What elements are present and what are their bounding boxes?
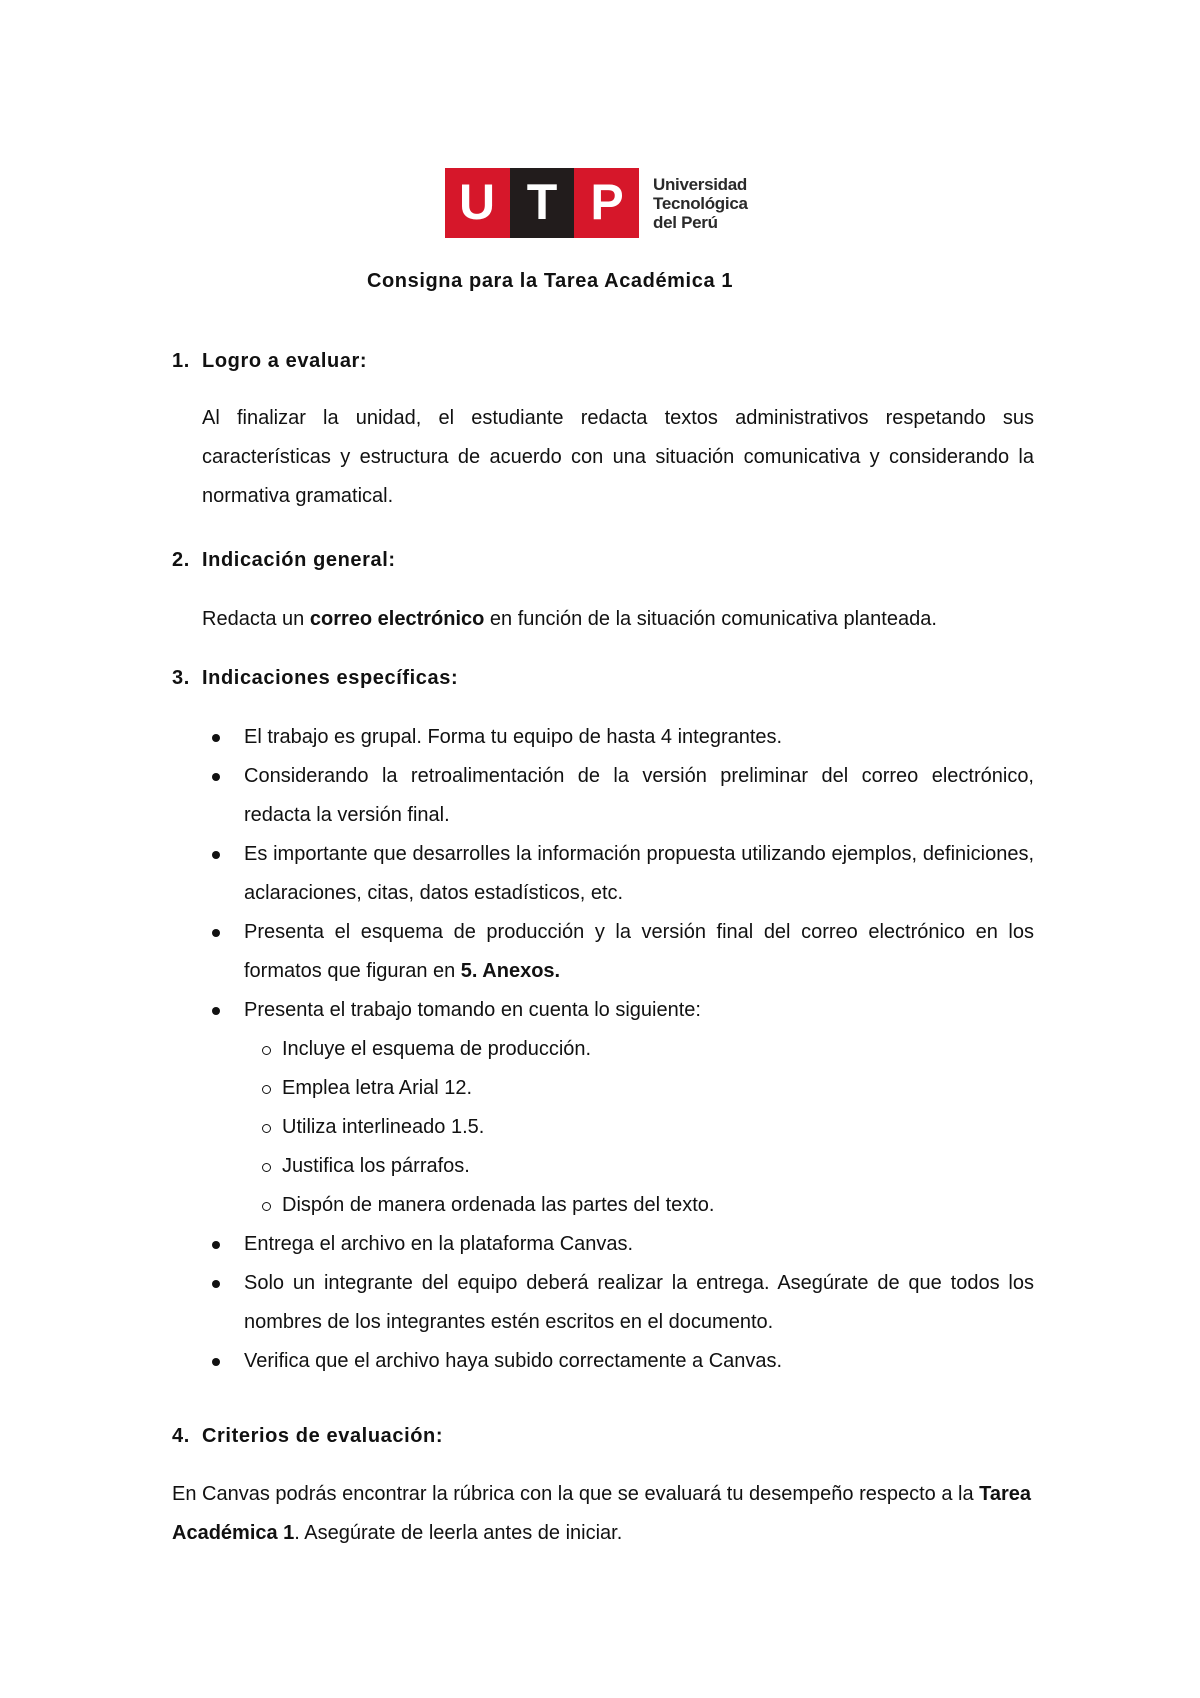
bold-text-run: correo electrónico [309, 608, 485, 630]
sub-list-item [202, 1030, 1034, 1069]
section-2-heading [172, 549, 396, 572]
section-heading-text: Indicaciones específicas: [202, 667, 459, 689]
section-number: 4. [172, 1425, 190, 1447]
bullet-dot-icon [212, 929, 220, 937]
bullet-dot-icon [212, 1241, 220, 1249]
list-item-text: Entrega el archivo en la plataforma Canvas. [244, 1233, 634, 1255]
bold-text-run: Tarea Académica 1 [172, 1483, 1032, 1544]
logo-letter-p: P [590, 174, 624, 230]
list-item-text: Verifica que el archivo haya subido correctamente a Canvas. [244, 1350, 783, 1372]
section-heading-text: Indicación general: [202, 549, 396, 571]
circle-bullet-icon [262, 1085, 271, 1094]
bullet-dot-icon [212, 1007, 220, 1015]
sub-list-item [202, 1108, 1034, 1147]
text-run: Redacta un [202, 608, 310, 630]
list-item [202, 1225, 1034, 1264]
sub-list-item-text: Incluye el esquema de producción. [282, 1038, 592, 1060]
sub-list-item [202, 1147, 1034, 1186]
text-run: en función de la situación comunicativa planteada. [484, 608, 937, 630]
section-number: 3. [172, 667, 190, 689]
utp-logo-text [653, 175, 748, 232]
section-number: 1. [172, 350, 190, 372]
logo-letter-u: U [458, 174, 496, 230]
circle-bullet-icon [262, 1163, 271, 1172]
section-heading-text: Criterios de evaluación: [202, 1425, 444, 1447]
specific-instructions-list [202, 718, 1034, 1381]
section-heading-text: Logro a evaluar: [202, 350, 368, 372]
utp-logo-mark [445, 168, 639, 238]
format-requirements-list [202, 1030, 1034, 1225]
logo-letter-t: T [526, 174, 558, 230]
sub-list-item-text: Emplea letra Arial 12. [282, 1077, 473, 1099]
logo-text-line: del Perú [653, 212, 718, 232]
bullet-dot-icon [212, 1280, 220, 1288]
sub-list-item-text: Utiliza interlineado 1.5. [282, 1116, 485, 1138]
list-item-text: Presenta el trabajo tomando en cuenta lo siguiente: [244, 999, 701, 1021]
utp-logo [445, 168, 748, 238]
section-4-heading [172, 1425, 443, 1448]
list-item-text: Considerando la retroalimentación de la versión preliminar del correo electrónico, redacta la versión final. [244, 765, 1034, 826]
sub-list-container [202, 1030, 1034, 1225]
sub-list-item-text: Dispón de manera ordenada las partes del texto. [282, 1194, 715, 1216]
section-2-text [202, 600, 1034, 639]
list-item [202, 1342, 1034, 1381]
list-item-text: Presenta el esquema de producción y la versión final del correo electrónico en los formatos que figuran en [244, 921, 1034, 982]
sub-list-item [202, 1186, 1034, 1225]
bullet-dot-icon [212, 734, 220, 742]
sub-list-item [202, 1069, 1034, 1108]
list-item-text: El trabajo es grupal. Forma tu equipo de hasta 4 integrantes. [244, 726, 783, 748]
text-run: En Canvas podrás encontrar la rúbrica con la que se evaluará tu desempeño respecto a la [172, 1483, 980, 1505]
list-item-text: Es importante que desarrolles la información propuesta utilizando ejemplos, definiciones, aclaraciones, citas, datos estadísticos, etc. [244, 843, 1034, 904]
list-item-text: Solo un integrante del equipo deberá realizar la entrega. Asegúrate de que todos los nombres de los integrantes estén escritos en el documento. [244, 1272, 1034, 1333]
text-run: . Asegúrate de leerla antes de iniciar. [294, 1522, 623, 1544]
list-item [202, 913, 1034, 991]
list-item [202, 835, 1034, 913]
section-1-text: Al finalizar la unidad, el estudiante redacta textos administrativos respetando sus características y estructura de acuerdo con una situación comunicativa y considerando la normativa gramatical. [202, 407, 1034, 507]
logo-text-line: Universidad [653, 174, 748, 194]
circle-bullet-icon [262, 1046, 271, 1055]
section-4-text [172, 1475, 1034, 1553]
list-item [202, 718, 1034, 757]
circle-bullet-icon [262, 1202, 271, 1211]
circle-bullet-icon [262, 1124, 271, 1133]
bullet-dot-icon [212, 1358, 220, 1366]
list-item [202, 757, 1034, 835]
bold-text-run: 5. Anexos. [460, 960, 561, 982]
bullet-dot-icon [212, 851, 220, 859]
list-item [202, 1264, 1034, 1342]
logo-text-line: Tecnológica [653, 193, 748, 213]
bullet-dot-icon [212, 773, 220, 781]
list-item [202, 991, 1034, 1030]
section-1-heading [172, 350, 367, 373]
document-title: Consigna para la Tarea Académica 1 [366, 270, 734, 292]
section-number: 2. [172, 549, 190, 571]
sub-list-item-text: Justifica los párrafos. [282, 1155, 470, 1177]
section-3-heading [172, 667, 458, 690]
